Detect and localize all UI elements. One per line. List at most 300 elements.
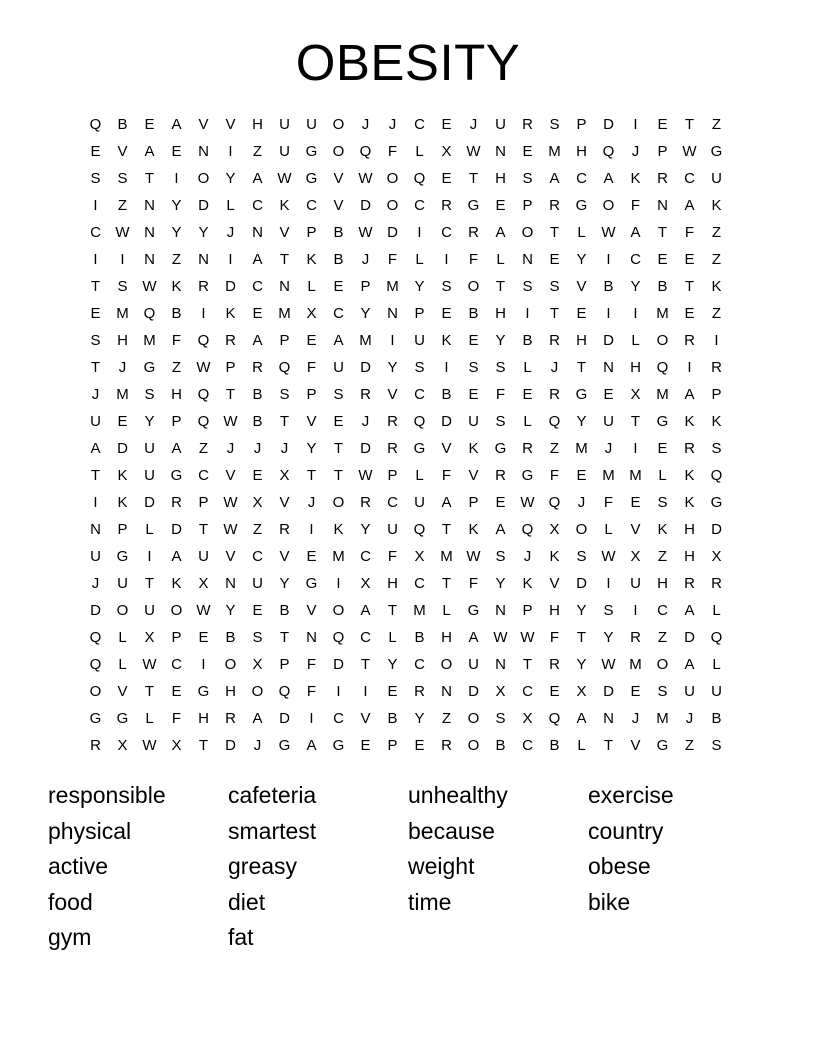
grid-letter: Z (549, 440, 560, 457)
grid-letter: R (657, 170, 668, 187)
grid-letter: Q (413, 521, 426, 538)
grid-letter: V (117, 143, 128, 160)
grid-letter: G (494, 440, 507, 457)
grid-letter: J (91, 386, 100, 403)
grid-letter: V (549, 575, 560, 592)
grid-letter: I (201, 656, 206, 673)
grid-letter: Z (171, 251, 182, 268)
grid-letter: I (201, 305, 206, 322)
grid-letter: H (684, 521, 695, 538)
grid-letter: T (522, 656, 533, 673)
grid-letter: P (576, 116, 587, 133)
grid-letter: X (198, 575, 209, 592)
grid-letter: K (468, 521, 479, 538)
grid-letter: W (223, 413, 238, 430)
grid-letter: E (360, 737, 371, 754)
grid-letter: R (225, 710, 236, 727)
grid-letter: P (360, 278, 371, 295)
grid-letter: Q (548, 413, 561, 430)
grid-letter: W (358, 224, 373, 241)
grid-letter: Z (252, 143, 263, 160)
grid-letter: I (633, 440, 638, 457)
grid-letter: T (144, 170, 155, 187)
grid-letter: T (630, 413, 641, 430)
grid-letter: Y (387, 359, 398, 376)
grid-letter: C (414, 116, 425, 133)
grid-letter: P (711, 386, 722, 403)
grid-letter: R (198, 278, 209, 295)
grid-letter: W (520, 629, 535, 646)
grid-letter: N (306, 629, 317, 646)
grid-letter: G (575, 386, 588, 403)
grid-letter: I (174, 170, 179, 187)
grid-letter: I (606, 575, 611, 592)
grid-letter: C (414, 197, 425, 214)
grid-letter: I (147, 548, 152, 565)
word-list-item: exercise (588, 782, 674, 808)
grid-letter: C (252, 197, 263, 214)
grid-letter: T (279, 251, 290, 268)
grid-letter: G (89, 710, 102, 727)
grid-row (82, 734, 730, 761)
grid-letter: F (549, 629, 560, 646)
grid-row (82, 464, 730, 491)
grid-letter: T (441, 521, 452, 538)
grid-letter: D (144, 494, 155, 511)
word-list-item: greasy (228, 853, 298, 879)
grid-row (82, 275, 730, 302)
word-list-item: cafeteria (228, 782, 317, 808)
grid-letter: Q (278, 359, 291, 376)
grid-letter: H (117, 332, 128, 349)
grid-letter: B (279, 602, 290, 619)
grid-letter: F (630, 197, 641, 214)
grid-letter: Y (360, 305, 371, 322)
grid-letter: K (333, 521, 344, 538)
grid-letter: A (252, 332, 263, 349)
grid-letter: J (253, 737, 262, 754)
grid-letter: N (144, 251, 155, 268)
grid-letter: F (441, 467, 452, 484)
grid-letter: A (684, 386, 695, 403)
grid-letter: R (279, 521, 290, 538)
grid-letter: U (279, 116, 290, 133)
grid-letter: J (226, 224, 235, 241)
grid-letter: S (90, 332, 101, 349)
word-list-item: responsible (48, 782, 166, 808)
grid-letter: V (279, 494, 290, 511)
word-list-item: fat (228, 924, 254, 950)
grid-letter: B (252, 413, 263, 430)
grid-letter: I (633, 305, 638, 322)
grid-letter: O (386, 197, 399, 214)
grid-letter: N (441, 683, 452, 700)
grid-letter: F (171, 710, 182, 727)
grid-letter: I (444, 359, 449, 376)
word-list-item: weight (408, 853, 475, 879)
grid-letter: R (468, 224, 479, 241)
grid-letter: D (603, 683, 614, 700)
grid-letter: G (305, 143, 318, 160)
grid-letter: K (711, 413, 722, 430)
grid-row (82, 140, 730, 167)
grid-letter: U (117, 575, 128, 592)
word-list-item: food (48, 888, 93, 915)
grid-letter: L (496, 251, 505, 268)
grid-letter: P (198, 494, 209, 511)
grid-letter: H (630, 359, 641, 376)
grid-letter: D (468, 683, 479, 700)
grid-letter: J (469, 116, 478, 133)
grid-letter: E (657, 116, 668, 133)
grid-letter: R (549, 197, 560, 214)
grid-letter: T (657, 224, 668, 241)
grid-letter: F (495, 386, 506, 403)
grid-letter: L (604, 521, 613, 538)
grid-letter: C (171, 656, 182, 673)
grid-letter: R (441, 737, 452, 754)
grid-letter: I (687, 359, 692, 376)
grid-letter: E (684, 305, 695, 322)
grid-letter: O (170, 602, 183, 619)
grid-letter: P (117, 521, 128, 538)
grid-letter: A (684, 197, 695, 214)
grid-letter: R (549, 332, 560, 349)
grid-letter: O (116, 602, 129, 619)
grid-letter: G (116, 710, 129, 727)
grid-letter: J (226, 440, 235, 457)
grid-letter: E (306, 332, 317, 349)
grid-letter: N (279, 278, 290, 295)
grid-row (82, 653, 730, 680)
grid-letter: T (144, 683, 155, 700)
grid-letter: I (714, 332, 719, 349)
page-title: OBESITY (295, 34, 521, 91)
grid-letter: G (467, 197, 480, 214)
grid-letter: T (495, 278, 506, 295)
grid-letter: Z (171, 359, 182, 376)
grid-letter: E (441, 116, 452, 133)
grid-letter: Y (171, 224, 182, 241)
grid-letter: Z (441, 710, 452, 727)
grid-letter: Y (360, 521, 371, 538)
grid-letter: C (414, 575, 425, 592)
grid-letter: A (171, 116, 182, 133)
grid-letter: G (710, 143, 723, 160)
grid-letter: V (360, 710, 371, 727)
grid-letter: D (225, 737, 236, 754)
grid-letter: V (306, 413, 317, 430)
grid-letter: C (360, 548, 371, 565)
grid-letter: P (522, 602, 533, 619)
grid-letter: Y (576, 602, 587, 619)
grid-letter: F (468, 575, 479, 592)
grid-letter: V (333, 197, 344, 214)
grid-letter: Z (711, 305, 722, 322)
grid-letter: N (495, 602, 506, 619)
grid-letter: M (656, 305, 669, 322)
grid-letter: W (142, 278, 157, 295)
grid-letter: B (414, 629, 425, 646)
grid-letter: Q (521, 521, 534, 538)
grid-letter: U (711, 683, 722, 700)
grid-letter: D (333, 656, 344, 673)
grid-letter: S (576, 548, 587, 565)
grid-letter: O (251, 683, 264, 700)
grid-letter: X (414, 548, 425, 565)
grid-row (82, 113, 730, 140)
grid-letter: Q (143, 305, 156, 322)
grid-letter: S (117, 278, 128, 295)
grid-letter: D (198, 197, 209, 214)
grid-letter: O (197, 170, 210, 187)
grid-letter: V (630, 521, 641, 538)
grid-letter: S (441, 278, 452, 295)
grid-letter: A (90, 440, 101, 457)
grid-letter: L (118, 629, 127, 646)
grid-letter: P (279, 332, 290, 349)
grid-letter: T (576, 359, 587, 376)
grid-letter: E (441, 170, 452, 187)
grid-letter: V (279, 548, 290, 565)
grid-letter: L (577, 737, 586, 754)
grid-letter: J (388, 116, 397, 133)
grid-letter: J (577, 494, 586, 511)
grid-letter: Y (225, 170, 236, 187)
grid-letter: B (333, 224, 344, 241)
grid-letter: U (90, 548, 101, 565)
grid-letter: R (360, 494, 371, 511)
grid-letter: E (603, 386, 614, 403)
grid-letter: E (576, 467, 587, 484)
grid-letter: Z (198, 440, 209, 457)
grid-letter: I (444, 251, 449, 268)
grid-letter: U (252, 575, 263, 592)
grid-letter: D (279, 710, 290, 727)
grid-letter: K (117, 494, 128, 511)
grid-letter: E (333, 278, 344, 295)
grid-letter: G (143, 359, 156, 376)
grid-letter: V (225, 116, 236, 133)
grid-letter: K (657, 521, 668, 538)
grid-letter: E (441, 305, 452, 322)
grid-letter: Q (197, 386, 210, 403)
grid-letter: R (495, 467, 506, 484)
grid-letter: P (171, 413, 182, 430)
grid-row (82, 545, 730, 572)
grid-letter: C (306, 197, 317, 214)
grid-letter: Y (198, 224, 209, 241)
grid-letter: X (711, 548, 722, 565)
grid-letter: T (603, 737, 614, 754)
grid-letter: T (387, 602, 398, 619)
grid-letter: V (225, 548, 236, 565)
grid-letter: E (549, 683, 560, 700)
grid-letter: S (522, 170, 533, 187)
grid-letter: N (252, 224, 263, 241)
grid-letter: J (118, 359, 127, 376)
grid-row (82, 167, 730, 194)
grid-letter: J (361, 413, 370, 430)
grid-letter: T (90, 467, 101, 484)
grid-letter: E (684, 251, 695, 268)
grid-letter: F (306, 656, 317, 673)
grid-letter: F (306, 683, 317, 700)
grid-letter: S (495, 359, 506, 376)
grid-letter: E (468, 386, 479, 403)
grid-letter: K (171, 278, 182, 295)
grid-letter: C (414, 656, 425, 673)
grid-letter: K (279, 197, 290, 214)
grid-letter: E (252, 602, 263, 619)
grid-letter: O (602, 197, 615, 214)
grid-letter: O (89, 683, 102, 700)
grid-letter: N (144, 197, 155, 214)
grid-letter: A (171, 548, 182, 565)
grid-letter: G (656, 737, 669, 754)
grid-letter: O (332, 494, 345, 511)
grid-letter: S (549, 116, 560, 133)
grid-letter: S (495, 548, 506, 565)
grid-letter: Y (495, 575, 506, 592)
grid-letter: S (711, 737, 722, 754)
grid-letter: F (387, 143, 398, 160)
grid-letter: L (577, 224, 586, 241)
grid-letter: P (468, 494, 479, 511)
grid-letter: U (684, 683, 695, 700)
grid-letter: W (601, 548, 616, 565)
grid-letter: A (252, 170, 263, 187)
grid-letter: P (387, 467, 398, 484)
grid-letter: T (333, 440, 344, 457)
grid-letter: A (495, 521, 506, 538)
grid-letter: P (306, 386, 317, 403)
grid-letter: U (414, 332, 425, 349)
grid-letter: F (306, 359, 317, 376)
grid-letter: V (279, 224, 290, 241)
grid-letter: Z (711, 116, 722, 133)
grid-letter: C (198, 467, 209, 484)
grid-letter: N (198, 143, 209, 160)
grid-letter: S (90, 170, 101, 187)
grid-letter: H (441, 629, 452, 646)
grid-letter: E (90, 305, 101, 322)
grid-letter: G (305, 170, 318, 187)
grid-letter: U (711, 170, 722, 187)
grid-letter: V (198, 116, 209, 133)
grid-letter: I (606, 305, 611, 322)
grid-letter: H (171, 386, 182, 403)
grid-letter: A (171, 440, 182, 457)
grid-letter: E (522, 143, 533, 160)
grid-letter: K (684, 494, 695, 511)
grid-letter: R (522, 440, 533, 457)
grid-letter: I (417, 224, 422, 241)
grid-letter: D (603, 332, 614, 349)
grid-letter: Q (278, 683, 291, 700)
grid-letter: R (684, 440, 695, 457)
grid-letter: N (522, 251, 533, 268)
grid-row (82, 680, 730, 707)
grid-letter: W (196, 359, 211, 376)
grid-letter: S (279, 386, 290, 403)
grid-letter: X (117, 737, 128, 754)
grid-letter: R (711, 575, 722, 592)
word-list-item: gym (48, 924, 92, 950)
grid-row (82, 302, 730, 329)
grid-letter: G (575, 197, 588, 214)
grid-letter: P (522, 197, 533, 214)
grid-letter: V (468, 467, 479, 484)
grid-letter: E (657, 440, 668, 457)
grid-letter: G (656, 413, 669, 430)
grid-letter: I (93, 494, 98, 511)
grid-letter: E (117, 413, 128, 430)
grid-letter: L (145, 521, 154, 538)
grid-letter: E (171, 683, 182, 700)
grid-letter: F (684, 224, 695, 241)
grid-letter: N (495, 656, 506, 673)
grid-letter: J (280, 440, 289, 457)
grid-letter: T (684, 278, 695, 295)
grid-letter: U (198, 548, 209, 565)
grid-letter: L (226, 197, 235, 214)
grid-letter: Q (413, 413, 426, 430)
grid-letter: E (630, 494, 641, 511)
grid-letter: Z (711, 251, 722, 268)
grid-letter: O (332, 143, 345, 160)
grid-letter: U (495, 116, 506, 133)
grid-letter: X (360, 575, 371, 592)
grid-letter: U (414, 494, 425, 511)
grid-letter: S (414, 359, 425, 376)
grid-letter: T (225, 386, 236, 403)
grid-letter: R (522, 116, 533, 133)
grid-letter: I (633, 116, 638, 133)
grid-letter: B (225, 629, 236, 646)
grid-letter: Q (602, 143, 615, 160)
grid-letter: Y (414, 278, 425, 295)
grid-letter: I (633, 602, 638, 619)
grid-letter: E (387, 683, 398, 700)
grid-letter: B (468, 305, 479, 322)
grid-letter: B (711, 710, 722, 727)
grid-letter: Y (225, 602, 236, 619)
grid-letter: O (656, 656, 669, 673)
grid-letter: D (441, 413, 452, 430)
grid-letter: K (117, 467, 128, 484)
grid-letter: E (90, 143, 101, 160)
grid-letter: H (576, 143, 587, 160)
grid-letter: C (90, 224, 101, 241)
grid-letter: T (468, 170, 479, 187)
grid-letter: C (441, 224, 452, 241)
grid-letter: N (144, 224, 155, 241)
grid-letter: U (603, 413, 614, 430)
grid-letter: B (387, 710, 398, 727)
grid-letter: S (522, 278, 533, 295)
grid-letter: G (170, 467, 183, 484)
grid-row (82, 221, 730, 248)
grid-letter: E (306, 548, 317, 565)
word-list-item: smartest (228, 817, 317, 844)
grid-letter: X (630, 386, 641, 403)
grid-letter: T (360, 656, 371, 673)
grid-letter: T (306, 467, 317, 484)
grid-letter: A (549, 170, 560, 187)
grid-letter: R (252, 359, 263, 376)
grid-row (82, 329, 730, 356)
